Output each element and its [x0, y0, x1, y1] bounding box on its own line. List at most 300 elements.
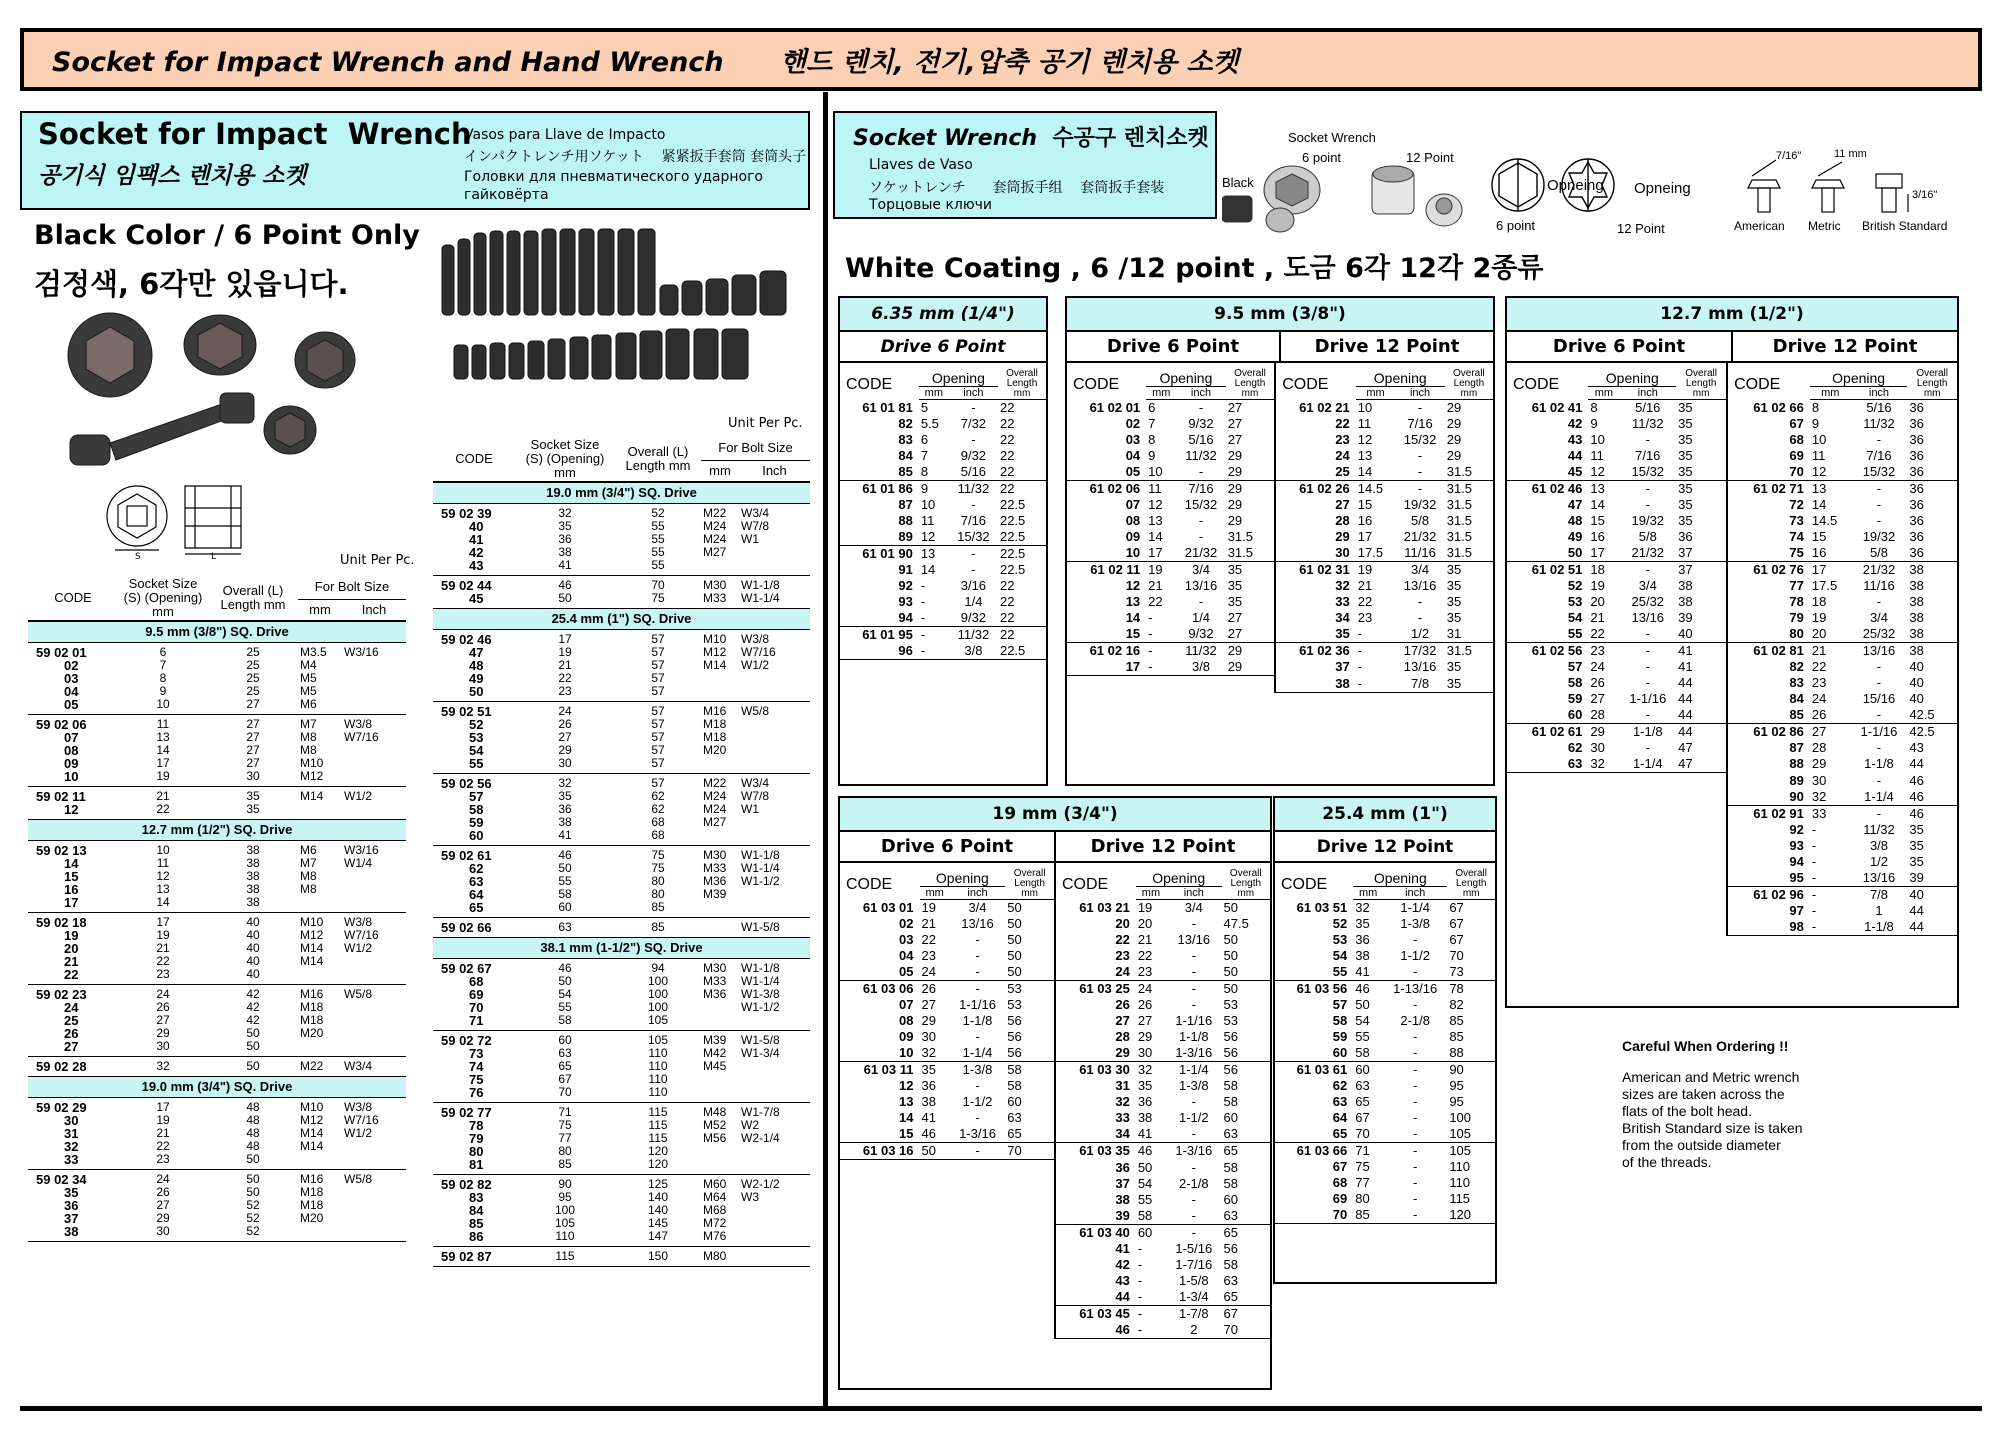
col-mm: mm	[920, 887, 950, 900]
cell-inch: 15/16	[1862, 691, 1896, 706]
length-value: 105	[647, 1013, 669, 1027]
cell-inch	[950, 1306, 1005, 1323]
code-value: 59 02 56	[441, 776, 492, 791]
size-value: 21	[156, 941, 170, 955]
col-opening: Opening	[931, 370, 985, 386]
length-value: 100	[647, 987, 669, 1001]
cell-inch: -	[1413, 1191, 1418, 1206]
mm-value: M14	[300, 1139, 324, 1153]
size-value: 23	[156, 967, 170, 981]
cell-length	[208, 985, 298, 1057]
table-row	[28, 1098, 406, 1170]
group-12-7mm	[1505, 296, 1959, 1008]
code-value: 30	[64, 1113, 79, 1128]
cell-mm: 7	[1148, 416, 1156, 431]
cell-code	[1067, 676, 1146, 693]
code-value: 57	[469, 789, 484, 804]
cell-mm: 26	[921, 981, 936, 996]
size-value: 95	[558, 1190, 572, 1204]
cell-length: 36	[1909, 481, 1924, 496]
cell-code: 43	[1055, 1273, 1136, 1289]
cell-size	[118, 913, 208, 985]
cell-length: 31.5	[1446, 481, 1473, 496]
cell-inch: 3/8	[1869, 838, 1889, 853]
cell-mm: -	[1136, 1322, 1166, 1339]
size-value: 24	[558, 704, 572, 718]
ov-line: Length	[1230, 878, 1262, 889]
cell-mm: 27	[1811, 724, 1827, 739]
inch-value: W1-1/4	[741, 974, 780, 988]
cell-inch: -	[971, 546, 976, 561]
inch-value: W1	[741, 802, 759, 816]
cell-code	[28, 1057, 118, 1077]
size-value: 22	[156, 802, 170, 816]
mm-value: M12	[300, 1113, 324, 1127]
cell-code: 61 02 96	[1727, 887, 1810, 904]
cell-mm	[701, 918, 739, 938]
mm-value: M14	[300, 789, 324, 803]
size-value: 100	[554, 1203, 576, 1217]
cell-length: 95	[1449, 1094, 1464, 1109]
cell-code: 61 02 26	[1275, 481, 1356, 498]
cell-mm: 13	[1148, 513, 1163, 528]
cell-code: 94	[840, 610, 919, 627]
length-value: 145	[647, 1216, 669, 1230]
cell-code: 17	[1067, 659, 1146, 676]
cell-length: 22	[998, 610, 1046, 627]
cell-mm: 23	[1811, 675, 1827, 690]
code-value: 08	[64, 743, 79, 758]
cell-mm	[701, 1103, 739, 1175]
ov-line: Length	[1455, 878, 1487, 889]
cell-code: 61 02 16	[1089, 643, 1141, 658]
cell-inch: -	[1413, 1078, 1418, 1093]
cell-mm: 19	[1357, 562, 1373, 577]
length-value: 38	[246, 895, 260, 909]
cell-mm	[298, 913, 342, 985]
cell-mm: 30	[1811, 772, 1827, 788]
cell-code: 61 02 01	[1089, 399, 1141, 415]
ov-line: Overall	[1455, 868, 1487, 879]
table-row	[1067, 513, 1493, 529]
cell-length: 63	[1222, 1208, 1270, 1225]
cell-length	[1005, 1176, 1055, 1192]
mm-value: M60	[703, 1177, 727, 1191]
group-9-5mm	[1065, 296, 1495, 786]
code-value: 79	[469, 1131, 484, 1146]
size-value: 26	[156, 1000, 170, 1014]
cell-inch: 1-1/4	[1400, 900, 1431, 915]
ov-line: mm	[1021, 888, 1038, 899]
cell-mm	[1146, 676, 1176, 693]
cell-length	[615, 702, 701, 774]
table-row	[1275, 948, 1495, 964]
cell-length	[1676, 822, 1727, 838]
bolt-label-american-size: 7/16"	[1776, 150, 1802, 162]
size-value: 22	[156, 954, 170, 968]
cell-inch: 1-1/8	[1178, 1029, 1209, 1044]
table-row	[433, 630, 810, 702]
inch-value: W5/8	[344, 987, 373, 1001]
cell-code: 92	[1727, 822, 1810, 838]
inch-value: W3/4	[741, 506, 770, 520]
cell-inch	[950, 1192, 1005, 1208]
cell-inch: -	[1383, 964, 1447, 981]
cell-mm: 28	[1588, 707, 1619, 724]
cell-mm: 10	[920, 497, 936, 512]
cell-inch: 1-1/8	[1864, 756, 1894, 772]
mm-value: M33	[703, 861, 727, 875]
col-bolt-size: For Bolt Size	[298, 575, 406, 600]
cell-mm: 29	[1590, 724, 1605, 739]
careful-line: American and Metric wrench	[1622, 1069, 1800, 1085]
cell-code	[1507, 919, 1588, 936]
table-row	[1067, 545, 1493, 562]
cell-mm: 26	[1137, 997, 1153, 1012]
cell-inch: 15/32	[1184, 497, 1218, 512]
pic-label-socket-wrench: Socket Wrench	[1288, 130, 1376, 145]
cell-code: 55	[1275, 964, 1353, 981]
cell-mm	[920, 1306, 950, 1323]
cell-inch: -	[1851, 707, 1908, 724]
cell-code: 58	[1567, 675, 1583, 690]
group-25-4mm-title: 25.4 mm (1")	[1275, 798, 1495, 832]
cell-length	[1005, 1322, 1055, 1339]
table-row	[840, 578, 1046, 594]
cell-length: 27	[1227, 610, 1243, 625]
table-row	[1507, 854, 1957, 870]
cell-length	[1226, 676, 1276, 693]
cell-mm: 58	[1353, 1045, 1383, 1062]
table-section-row	[28, 1077, 406, 1098]
pic-label-black: Black	[1222, 175, 1254, 190]
cell-inch: 1-3/8	[1400, 916, 1431, 931]
cell-code: 69	[1727, 448, 1810, 464]
cell-mm: 19	[1148, 562, 1163, 577]
cell-length: 50	[1222, 964, 1270, 981]
length-value: 105	[647, 1033, 669, 1047]
group-6-35mm-table	[840, 363, 1046, 660]
table-row	[1507, 675, 1957, 691]
cell-inch: 15/32	[1403, 432, 1437, 447]
code-value: 83	[469, 1190, 484, 1205]
length-value: 42	[246, 987, 260, 1001]
cell-mm: 11	[1148, 481, 1162, 496]
cell-inch: 3/4	[1191, 562, 1211, 577]
code-value: 59 02 82	[441, 1177, 492, 1192]
table-row	[28, 841, 406, 913]
code-value: 07	[64, 730, 79, 745]
cell-length: 22	[999, 448, 1015, 463]
code-value: 09	[64, 756, 79, 771]
cell-length: 60	[1007, 1094, 1022, 1109]
table-row	[1067, 676, 1493, 693]
cell-inch: -	[971, 562, 976, 577]
cell-code: 61 02 86	[1727, 724, 1810, 741]
mm-value: M18	[300, 1198, 324, 1212]
cell-mm: 23	[1590, 643, 1605, 658]
table-row	[1507, 432, 1957, 448]
cell-mm: 27	[921, 997, 936, 1012]
bolt-label-british-size: 3/16"	[1912, 189, 1938, 201]
cell-length: 63	[1007, 1110, 1022, 1125]
code-value: 69	[469, 987, 484, 1002]
table-row	[840, 1257, 1270, 1273]
length-value: 40	[246, 941, 260, 955]
cell-length: 27	[1227, 416, 1243, 431]
table-row	[1067, 481, 1493, 498]
cell-inch: -	[1191, 948, 1196, 963]
cell-code	[1507, 903, 1588, 919]
size-value: 77	[558, 1131, 572, 1145]
code-value: 64	[469, 887, 484, 902]
cell-inch: -	[1645, 481, 1650, 496]
inch-value: W3/8	[344, 915, 373, 929]
inch-value: W2-1/4	[741, 1131, 780, 1145]
table-row	[1275, 997, 1495, 1013]
table-row	[28, 787, 406, 820]
length-value: 85	[651, 920, 665, 934]
cell-length: 38	[1909, 610, 1924, 625]
cell-length: 22	[999, 594, 1015, 609]
cell-mm: 16	[1810, 545, 1851, 562]
cell-inch: 1-1/16	[1860, 724, 1898, 739]
cell-inch: -	[1383, 1126, 1447, 1143]
cell-length: 115	[1449, 1191, 1471, 1206]
cell-mm	[1588, 822, 1619, 838]
code-value: 03	[64, 671, 79, 686]
cell-inch: 1-1/2	[1178, 1110, 1209, 1125]
cell-code	[840, 1225, 920, 1242]
col-overall-length	[998, 363, 1046, 400]
cell-length: 95	[1449, 1078, 1464, 1093]
cell-inch: -	[1619, 707, 1676, 724]
size-value: 21	[558, 658, 572, 672]
cell-code: 08	[1125, 513, 1141, 528]
cell-code: 61 03 30	[1055, 1062, 1136, 1079]
cell-inch: 7/16	[1866, 448, 1892, 463]
cell-mm: 32	[1588, 756, 1619, 773]
cell-inch: 5/16	[1188, 432, 1214, 447]
section-label: 38.1 mm (1-1/2") SQ. Drive	[433, 938, 810, 959]
cell-length: 35	[1678, 513, 1693, 528]
cell-mm: 10	[1590, 432, 1605, 447]
cell-mm: 22	[1357, 594, 1373, 609]
code-value: 78	[469, 1118, 484, 1133]
size-value: 46	[558, 848, 572, 862]
cell-length: 58	[1223, 1257, 1238, 1272]
size-value: 22	[156, 1139, 170, 1153]
cell-inch	[1619, 903, 1676, 919]
inch-value: W3/4	[741, 776, 770, 790]
length-value: 30	[246, 769, 260, 783]
cell-length: 78	[1449, 981, 1464, 996]
cell-size	[515, 918, 615, 938]
mm-value: M12	[300, 769, 324, 783]
mm-value: M16	[300, 987, 324, 1001]
cell-code: 32	[1275, 578, 1356, 594]
cell-inch: 9/32	[1176, 626, 1225, 643]
cell-inch: 13/16	[1851, 870, 1908, 887]
cell-mm	[701, 846, 739, 918]
cell-inch: 3/4	[1638, 578, 1657, 593]
cell-mm	[920, 1176, 950, 1192]
cell-mm	[920, 1241, 950, 1257]
mm-value: M18	[703, 730, 727, 744]
cell-inch: 9/32	[949, 610, 998, 627]
cell-code: 93	[1727, 838, 1810, 854]
mm-value: M10	[300, 756, 324, 770]
cell-inch: 1-3/16	[1166, 1045, 1221, 1062]
cell-mm: -	[1811, 822, 1817, 837]
cell-inch	[739, 846, 810, 918]
cell-length	[208, 715, 298, 787]
size-value: 75	[558, 1118, 572, 1132]
table-row	[433, 576, 810, 609]
length-value: 50	[246, 1059, 260, 1073]
cell-mm	[298, 715, 342, 787]
cell-mm: -	[1146, 659, 1176, 676]
col-overall-length	[1676, 363, 1727, 400]
cell-mm: 6	[1148, 400, 1156, 415]
cell-mm: 22	[921, 932, 936, 947]
cell-mm: 63	[1355, 1078, 1370, 1093]
length-value: 55	[651, 532, 665, 546]
cell-length	[615, 959, 701, 1031]
size-value: 26	[558, 717, 572, 731]
col-inch: inch	[1176, 387, 1225, 400]
cell-inch: -	[1645, 562, 1650, 577]
cell-length: 38	[1909, 643, 1924, 658]
table-row	[1507, 903, 1957, 919]
mm-value: M52	[703, 1118, 727, 1132]
code-value: 73	[469, 1046, 484, 1061]
cell-mm	[1588, 870, 1619, 887]
cell-code: 85	[840, 464, 919, 481]
table-row	[1507, 545, 1957, 562]
cell-code: 82	[1727, 659, 1810, 675]
size-value: 9	[159, 684, 167, 698]
cell-mm: 38	[921, 1094, 936, 1109]
cell-length: 40	[1909, 691, 1924, 706]
table-row	[840, 416, 1046, 432]
length-value: 110	[648, 1085, 668, 1099]
col-code: CODE	[1073, 375, 1120, 393]
cell-mm: 46	[920, 1126, 950, 1143]
cell-inch: 19/32	[1403, 497, 1437, 512]
cell-length: 100	[1449, 1110, 1472, 1125]
mm-value: M64	[703, 1190, 727, 1204]
cell-mm	[920, 1322, 950, 1339]
cell-length	[1676, 870, 1727, 887]
cell-mm: -	[1357, 643, 1363, 658]
cell-inch: -	[1876, 659, 1882, 674]
length-value: 25	[246, 658, 260, 672]
cell-mm: 5	[920, 400, 929, 415]
cell-code: 61 02 36	[1275, 643, 1356, 660]
mm-value: M30	[703, 578, 727, 592]
col-length: Overall (L) Length mm	[615, 436, 701, 482]
cell-mm: 11	[1590, 448, 1604, 463]
cell-code: 37	[1055, 1176, 1136, 1192]
col-opening: Opening	[1832, 370, 1886, 386]
cell-mm: 16	[1357, 513, 1373, 528]
cell-length	[615, 774, 701, 846]
table-row	[1507, 497, 1957, 513]
cell-length	[1005, 1306, 1055, 1323]
table-row	[433, 504, 810, 576]
cell-mm	[1588, 854, 1619, 870]
code-value: 59 02 61	[441, 848, 492, 863]
cell-inch: 11/32	[1185, 643, 1217, 658]
cell-code: 36	[1055, 1160, 1136, 1177]
table-row	[28, 643, 406, 715]
cell-length: 82	[1449, 997, 1464, 1012]
cell-code: 61 03 11	[863, 1062, 914, 1077]
cell-length: 22.5	[999, 513, 1026, 528]
cell-code: 49	[1567, 529, 1583, 544]
ov-line: mm	[1237, 888, 1255, 899]
cell-code: 05	[840, 964, 920, 981]
col-code: CODE	[846, 875, 893, 893]
cell-inch	[1619, 822, 1676, 838]
cell-code: 61 03 21	[1055, 900, 1136, 917]
cell-length: 44	[1909, 903, 1924, 918]
col-inch: inch	[1395, 387, 1444, 400]
code-value: 21	[64, 954, 79, 969]
cell-length: 22	[999, 432, 1015, 447]
table-row	[840, 464, 1046, 481]
cell-mm: -	[1137, 1241, 1143, 1256]
cell-length: 36	[1909, 529, 1924, 544]
size-value: 17	[156, 915, 170, 929]
col-mm: mm	[1588, 387, 1619, 400]
table-section-row	[433, 609, 810, 630]
cell-mm: -	[1356, 626, 1396, 643]
length-value: 140	[647, 1190, 669, 1204]
cell-inch: 1-13/16	[1393, 981, 1438, 996]
cell-mm: 41	[1353, 964, 1383, 981]
pic-label-6-point: 6 point	[1302, 150, 1342, 165]
code-value: 85	[469, 1216, 484, 1231]
cell-inch: 7/32	[960, 416, 987, 431]
cell-code: 82	[898, 416, 913, 431]
cell-code: 34	[1055, 1126, 1136, 1143]
col-bolt-size: For Bolt Size	[701, 436, 810, 461]
cell-inch: 5/16	[1635, 400, 1661, 415]
cell-code	[433, 959, 515, 1031]
cell-length: 47.5	[1223, 916, 1249, 931]
cell-code: 08	[899, 1013, 914, 1028]
cell-length: 44	[1678, 691, 1693, 706]
table-row	[28, 1170, 406, 1242]
cell-length: 29	[1227, 448, 1243, 463]
code-value: 60	[469, 828, 484, 843]
code-value: 59 02 44	[441, 578, 492, 593]
cell-mm: 12	[1588, 464, 1619, 481]
code-value: 80	[469, 1144, 484, 1159]
cell-length: 110	[1449, 1159, 1471, 1174]
code-value: 45	[469, 591, 484, 606]
cell-code: 92	[898, 578, 913, 593]
cell-code	[840, 1273, 920, 1289]
table-row	[433, 1103, 810, 1175]
size-value: 41	[558, 828, 572, 842]
ov-line: Length	[1916, 378, 1948, 389]
mm-value: M6	[300, 697, 317, 711]
cell-length: 105	[1449, 1143, 1472, 1158]
table-row	[1507, 594, 1957, 610]
